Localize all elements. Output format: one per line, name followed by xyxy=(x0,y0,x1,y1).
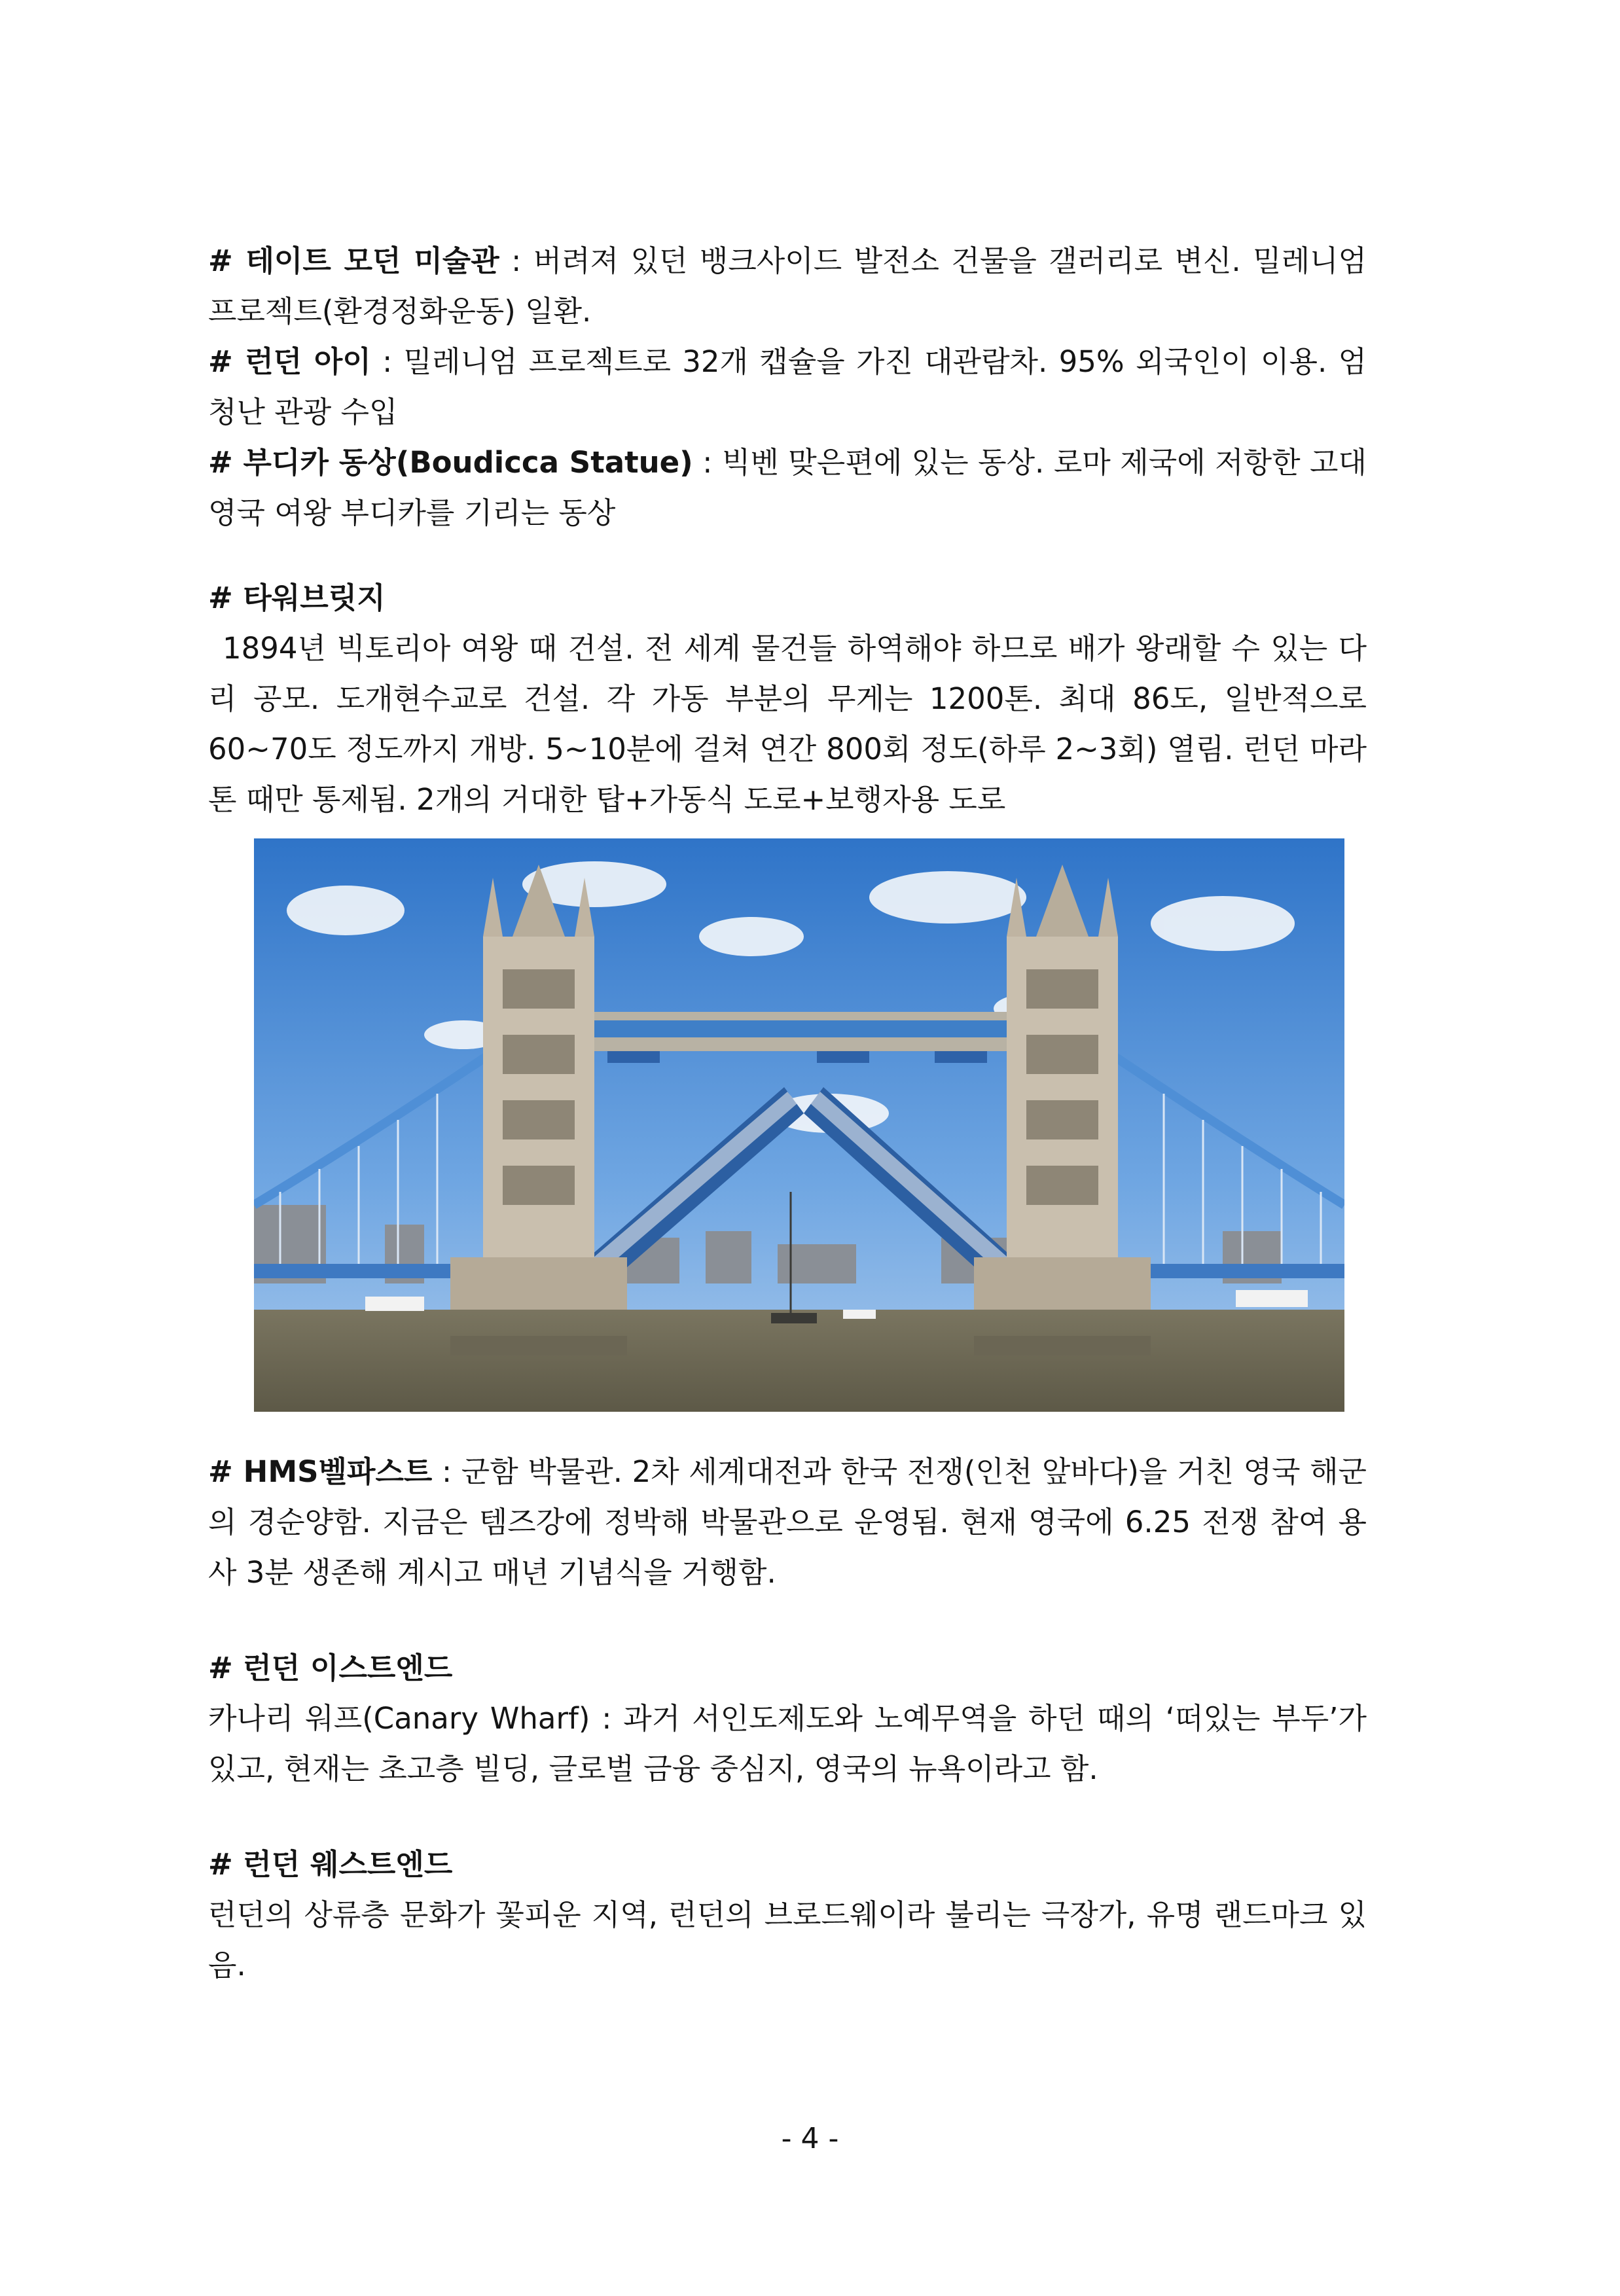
paragraph-hms-belfast xyxy=(208,1446,1367,1598)
section-hms-belfast xyxy=(208,1446,1367,1598)
text-east-end: 카나리 워프(Canary Wharf) : 과거 서인도제도와 노예무역을 하던 때의 ‘떠있는 부두’가 있고, 현재는 초고층 빌딩, 글로벌 금융 중심지, 영국의 뉴욕이라고 함. xyxy=(208,1701,1367,1786)
text-london-eye: : 밀레니엄 프로젝트로 32개 캡슐을 가진 대관람차. 95% 외국인이 이용. 엄청난 관광 수입 xyxy=(208,344,1367,429)
text-tower-bridge: 1894년 빅토리아 여왕 때 건설. 전 세계 물건들 하역해야 하므로 배가 왕래할 수 있는 다리 공모. 도개현수교로 건설. 각 가동 부분의 무게는 1200톤. 최대 86도, 일반적으로 60~70도 정도까지 개방. 5~10분에 걸쳐 연간 800회 정도(하루 2~3회) 열림. 런던 마라톤 때만 통제됨. 2개의 거대한 탑+가동식 도로+보행자용 도로 xyxy=(208,631,1367,817)
text-tate-modern: : 버려져 있던 뱅크사이드 발전소 건물을 갤러리로 변신. 밀레니엄 프로젝트(환경정화운동) 일환. xyxy=(208,243,1367,329)
section-tower-bridge xyxy=(208,573,1367,825)
section-top-attractions xyxy=(208,236,1367,538)
text-west-end: 런던의 상류층 문화가 꽃피운 지역, 런던의 브로드웨이라 불리는 극장가, 유명 랜드마크 있음. xyxy=(208,1897,1367,1982)
heading-hms-belfast: # HMS벨파스트 xyxy=(208,1454,433,1489)
heading-west-end: # 런던 웨스트엔드 xyxy=(208,1847,453,1882)
paragraph-boudicca xyxy=(208,437,1367,538)
heading-boudicca: # 부디카 동상(Boudicca Statue) xyxy=(208,445,693,480)
text-boudicca: : 빅벤 맞은편에 있는 동상. 로마 제국에 저항한 고대 영국 여왕 부디카를 기리는 동상 xyxy=(208,445,1367,530)
tower-bridge-photo xyxy=(254,838,1344,1412)
paragraph-london-eye xyxy=(208,336,1367,437)
heading-east-end: # 런던 이스트엔드 xyxy=(208,1651,453,1685)
heading-tate-modern: # 테이트 모던 미술관 xyxy=(208,243,499,278)
paragraph-tate-modern xyxy=(208,236,1367,336)
section-west-end xyxy=(208,1839,1367,1990)
heading-tower-bridge: # 타워브릿지 xyxy=(208,581,386,615)
heading-london-eye: # 런던 아이 xyxy=(208,344,371,379)
page-number: - 4 - xyxy=(781,2122,839,2155)
text-hms-belfast: : 군함 박물관. 2차 세계대전과 한국 전쟁(인천 앞바다)을 거친 영국 해군의 경순양함. 지금은 템즈강에 정박해 박물관으로 운영됨. 현재 영국에 6.25 전쟁 참여 용사 3분 생존해 계시고 매년 기념식을 거행함. xyxy=(208,1454,1367,1590)
section-east-end xyxy=(208,1643,1367,1794)
